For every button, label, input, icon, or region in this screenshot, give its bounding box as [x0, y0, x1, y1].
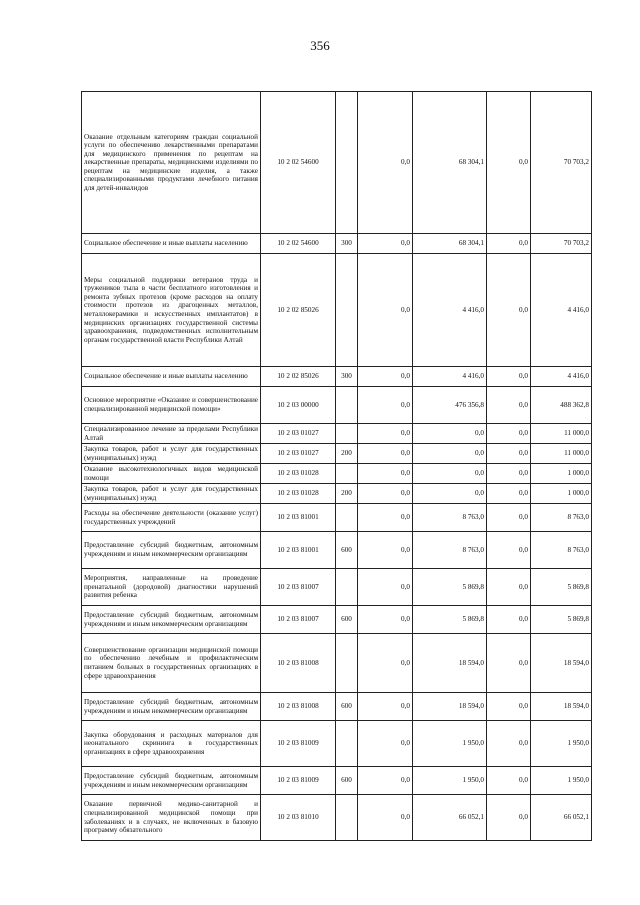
amount-column-2: 0,0	[413, 424, 487, 444]
target-article-code: 10 2 03 81007	[261, 606, 336, 634]
budget-item-name: Закупка товаров, работ и услуг для государственных (муниципальных) нужд	[82, 444, 261, 464]
budget-item-name: Закупка оборудования и расходных материалов для неонатального скрининга в государственных организациях в сфере здравоохранения	[82, 721, 261, 767]
amount-column-4: 11 000,0	[531, 424, 592, 444]
amount-column-3: 0,0	[487, 254, 531, 367]
amount-column-2: 0,0	[413, 464, 487, 484]
amount-column-4: 8 763,0	[531, 504, 592, 532]
amount-column-1: 0,0	[358, 606, 413, 634]
amount-column-4: 5 869,8	[531, 606, 592, 634]
amount-column-3: 0,0	[487, 464, 531, 484]
amount-column-4: 18 594,0	[531, 634, 592, 693]
table-row	[82, 387, 592, 424]
amount-column-3: 0,0	[487, 721, 531, 767]
target-article-code: 10 2 03 81008	[261, 693, 336, 721]
amount-column-3: 0,0	[487, 367, 531, 387]
amount-column-2: 0,0	[413, 444, 487, 464]
target-article-code: 10 2 02 54600	[261, 234, 336, 254]
amount-column-3: 0,0	[487, 532, 531, 569]
amount-column-3: 0,0	[487, 693, 531, 721]
target-article-code: 10 2 03 01027	[261, 444, 336, 464]
table-row	[82, 484, 592, 504]
amount-column-3: 0,0	[487, 795, 531, 841]
amount-column-2: 5 869,8	[413, 606, 487, 634]
target-article-code: 10 2 03 01027	[261, 424, 336, 444]
amount-column-2: 68 304,1	[413, 92, 487, 234]
amount-column-1: 0,0	[358, 464, 413, 484]
amount-column-4: 488 362,8	[531, 387, 592, 424]
amount-column-2: 66 052,1	[413, 795, 487, 841]
expense-type-code: 200	[336, 444, 358, 464]
amount-column-4: 4 416,0	[531, 254, 592, 367]
target-article-code: 10 2 02 54600	[261, 92, 336, 234]
amount-column-1: 0,0	[358, 234, 413, 254]
target-article-code: 10 2 03 81008	[261, 634, 336, 693]
amount-column-4: 1 950,0	[531, 721, 592, 767]
table-row	[82, 424, 592, 444]
amount-column-1: 0,0	[358, 634, 413, 693]
target-article-code: 10 2 03 01028	[261, 484, 336, 504]
table-row	[82, 254, 592, 367]
amount-column-1: 0,0	[358, 444, 413, 464]
table-row	[82, 795, 592, 841]
amount-column-2: 68 304,1	[413, 234, 487, 254]
budget-item-name: Мероприятия, направленные на проведение пренатальной (дородовой) диагностики нарушений развития ребенка	[82, 569, 261, 606]
amount-column-4: 11 000,0	[531, 444, 592, 464]
target-article-code: 10 2 03 00000	[261, 387, 336, 424]
amount-column-1: 0,0	[358, 92, 413, 234]
budget-item-name: Совершенствование организации медицинской помощи по обеспечению лечебным и профилактическим питанием больных в государственных организациях в сфере здравоохранения	[82, 634, 261, 693]
amount-column-3: 0,0	[487, 504, 531, 532]
budget-item-name: Оказание первичной медико-санитарной и специализированной медицинской помощи при заболеваниях и в случаях, не включенных в базовую программу обязательного	[82, 795, 261, 841]
amount-column-1: 0,0	[358, 569, 413, 606]
budget-item-name: Предоставление субсидий бюджетным, автономным учреждениям и иным некоммерческим организациям	[82, 532, 261, 569]
budget-item-name: Социальное обеспечение и иные выплаты населению	[82, 234, 261, 254]
table-row	[82, 92, 592, 234]
table-row	[82, 767, 592, 795]
table-row	[82, 634, 592, 693]
amount-column-2: 0,0	[413, 484, 487, 504]
budget-item-name: Оказание высокотехнологичных видов медицинской помощи	[82, 464, 261, 484]
amount-column-1: 0,0	[358, 795, 413, 841]
amount-column-3: 0,0	[487, 484, 531, 504]
table-row	[82, 721, 592, 767]
expense-type-code	[336, 254, 358, 367]
amount-column-1: 0,0	[358, 721, 413, 767]
budget-item-name: Расходы на обеспечение деятельности (оказание услуг) государственных учреждений	[82, 504, 261, 532]
budget-item-name: Оказание отдельным категориям граждан социальной услуги по обеспечению лекарственными препаратами для медицинского применения по рецептам на лекарственные препараты, медицинскими изделиями по рецептам на медицинские изделия, а также специализированными продуктами лечебного питания для детей-инвалидов	[82, 92, 261, 234]
table-row	[82, 464, 592, 484]
expense-type-code	[336, 424, 358, 444]
table-row	[82, 569, 592, 606]
expense-type-code: 600	[336, 767, 358, 795]
budget-item-name: Специализированное лечение за пределами Республики Алтай	[82, 424, 261, 444]
amount-column-4: 1 950,0	[531, 767, 592, 795]
table-row	[82, 532, 592, 569]
amount-column-4: 8 763,0	[531, 532, 592, 569]
budget-item-name: Предоставление субсидий бюджетным, автономным учреждениям и иным некоммерческим организациям	[82, 606, 261, 634]
amount-column-2: 8 763,0	[413, 532, 487, 569]
amount-column-4: 4 416,0	[531, 367, 592, 387]
amount-column-1: 0,0	[358, 767, 413, 795]
amount-column-3: 0,0	[487, 234, 531, 254]
target-article-code: 10 2 03 81010	[261, 795, 336, 841]
table-body	[82, 92, 592, 841]
amount-column-3: 0,0	[487, 92, 531, 234]
amount-column-2: 1 950,0	[413, 767, 487, 795]
expense-type-code	[336, 634, 358, 693]
page-number: 356	[310, 38, 330, 53]
expense-type-code	[336, 721, 358, 767]
amount-column-1: 0,0	[358, 367, 413, 387]
amount-column-2: 8 763,0	[413, 504, 487, 532]
amount-column-3: 0,0	[487, 606, 531, 634]
amount-column-3: 0,0	[487, 444, 531, 464]
amount-column-3: 0,0	[487, 767, 531, 795]
expense-type-code	[336, 387, 358, 424]
expense-type-code	[336, 504, 358, 532]
amount-column-1: 0,0	[358, 387, 413, 424]
table-row	[82, 367, 592, 387]
amount-column-1: 0,0	[358, 693, 413, 721]
amount-column-2: 4 416,0	[413, 367, 487, 387]
amount-column-3: 0,0	[487, 387, 531, 424]
amount-column-4: 70 703,2	[531, 92, 592, 234]
amount-column-1: 0,0	[358, 484, 413, 504]
table-row	[82, 504, 592, 532]
target-article-code: 10 2 03 81001	[261, 504, 336, 532]
table-row	[82, 234, 592, 254]
target-article-code: 10 2 02 85026	[261, 367, 336, 387]
amount-column-1: 0,0	[358, 254, 413, 367]
expense-type-code	[336, 569, 358, 606]
expense-type-code: 300	[336, 367, 358, 387]
amount-column-2: 5 869,8	[413, 569, 487, 606]
amount-column-1: 0,0	[358, 504, 413, 532]
amount-column-4: 66 052,1	[531, 795, 592, 841]
budget-item-name: Закупка товаров, работ и услуг для государственных (муниципальных) нужд	[82, 484, 261, 504]
table-row	[82, 693, 592, 721]
target-article-code: 10 2 03 81009	[261, 721, 336, 767]
table-row	[82, 444, 592, 464]
amount-column-4: 1 000,0	[531, 464, 592, 484]
amount-column-1: 0,0	[358, 532, 413, 569]
amount-column-3: 0,0	[487, 634, 531, 693]
budget-item-name: Основное мероприятие «Оказание и совершенствование специализированной медицинской помощи»	[82, 387, 261, 424]
expense-type-code: 600	[336, 532, 358, 569]
amount-column-2: 4 416,0	[413, 254, 487, 367]
amount-column-1: 0,0	[358, 424, 413, 444]
target-article-code: 10 2 03 81007	[261, 569, 336, 606]
amount-column-2: 476 356,8	[413, 387, 487, 424]
target-article-code: 10 2 03 81009	[261, 767, 336, 795]
budget-item-name: Меры социальной поддержки ветеранов труда и тружеников тыла в части бесплатного изготовления и ремонта зубных протезов (кроме расходов на оплату стоимости протезов из драгоценных металлов, металлокерамики и искусственных имплантатов) в медицинских организациях государственной системы здравоохранения, подведомственных исполнительным органам государственной власти Республики Алтай	[82, 254, 261, 367]
amount-column-4: 1 000,0	[531, 484, 592, 504]
target-article-code: 10 2 03 01028	[261, 464, 336, 484]
amount-column-2: 18 594,0	[413, 634, 487, 693]
expense-type-code	[336, 795, 358, 841]
amount-column-4: 18 594,0	[531, 693, 592, 721]
budget-table	[81, 91, 592, 841]
expense-type-code	[336, 464, 358, 484]
amount-column-2: 18 594,0	[413, 693, 487, 721]
target-article-code: 10 2 02 85026	[261, 254, 336, 367]
amount-column-3: 0,0	[487, 569, 531, 606]
budget-item-name: Социальное обеспечение и иные выплаты населению	[82, 367, 261, 387]
expense-type-code: 200	[336, 484, 358, 504]
budget-item-name: Предоставление субсидий бюджетным, автономным учреждениям и иным некоммерческим организациям	[82, 693, 261, 721]
expense-type-code: 600	[336, 693, 358, 721]
expense-type-code: 300	[336, 234, 358, 254]
table-row	[82, 606, 592, 634]
amount-column-3: 0,0	[487, 424, 531, 444]
expense-type-code: 600	[336, 606, 358, 634]
expense-type-code	[336, 92, 358, 234]
target-article-code: 10 2 03 81001	[261, 532, 336, 569]
amount-column-4: 5 869,8	[531, 569, 592, 606]
amount-column-4: 70 703,2	[531, 234, 592, 254]
amount-column-2: 1 950,0	[413, 721, 487, 767]
budget-item-name: Предоставление субсидий бюджетным, автономным учреждениям и иным некоммерческим организациям	[82, 767, 261, 795]
